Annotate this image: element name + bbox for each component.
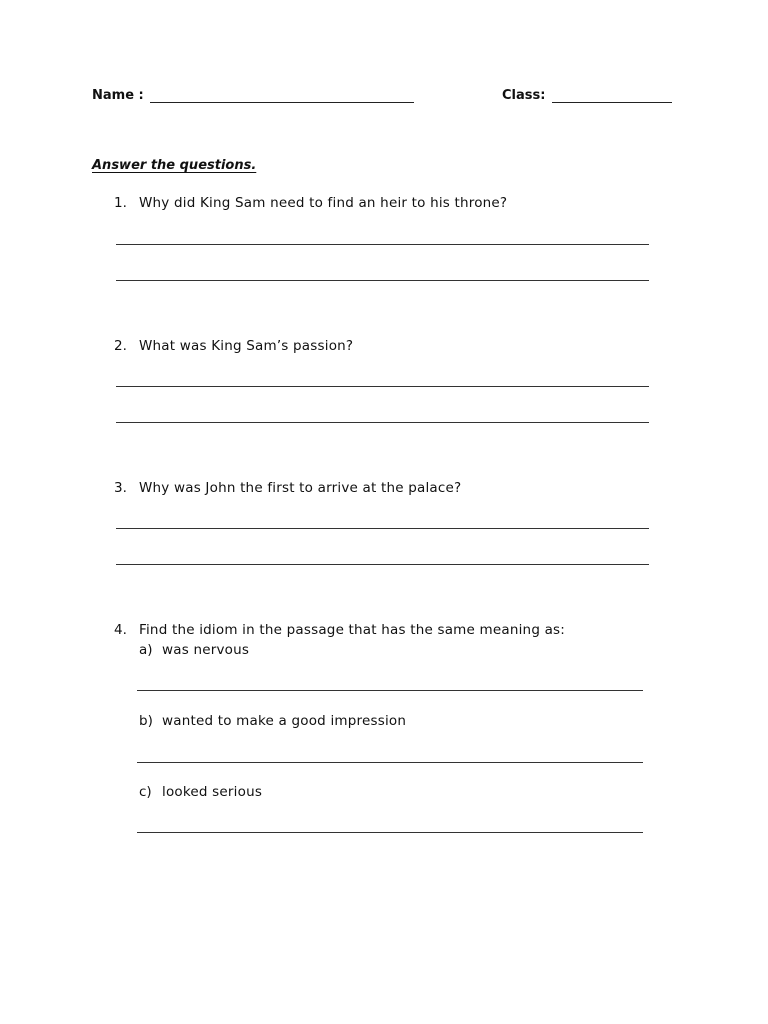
question-4c-letter: c) <box>139 784 152 800</box>
question-2-answer-line-1[interactable] <box>116 386 649 387</box>
name-label: Name : <box>92 88 144 103</box>
instructions-heading: Answer the questions. <box>92 158 257 173</box>
question-3-text: Why was John the first to arrive at the palace? <box>139 480 462 496</box>
question-4a-answer-line[interactable] <box>137 690 643 691</box>
question-2-number: 2. <box>114 338 127 354</box>
question-4b-letter: b) <box>139 713 153 729</box>
question-4-text: Find the idiom in the passage that has the same meaning as: <box>139 622 566 638</box>
question-1-text: Why did King Sam need to find an heir to his throne? <box>139 195 508 211</box>
class-label: Class: <box>502 88 546 103</box>
question-2-answer-line-2[interactable] <box>116 422 649 423</box>
question-3-answer-line-1[interactable] <box>116 528 649 529</box>
question-1-answer-line-1[interactable] <box>116 244 649 245</box>
question-4c-text: looked serious <box>162 784 263 800</box>
question-4b-text: wanted to make a good impression <box>162 713 407 729</box>
question-4c-answer-line[interactable] <box>137 832 643 833</box>
name-field[interactable] <box>150 102 414 103</box>
question-1-number: 1. <box>114 195 127 211</box>
question-4a-letter: a) <box>139 642 153 658</box>
question-2-text: What was King Sam’s passion? <box>139 338 354 354</box>
question-4a-text: was nervous <box>162 642 250 658</box>
question-1-answer-line-2[interactable] <box>116 280 649 281</box>
class-field[interactable] <box>552 102 672 103</box>
student-info-row <box>92 88 682 112</box>
question-3-number: 3. <box>114 480 127 496</box>
question-4b-answer-line[interactable] <box>137 762 643 763</box>
question-4-number: 4. <box>114 622 127 638</box>
question-3-answer-line-2[interactable] <box>116 564 649 565</box>
